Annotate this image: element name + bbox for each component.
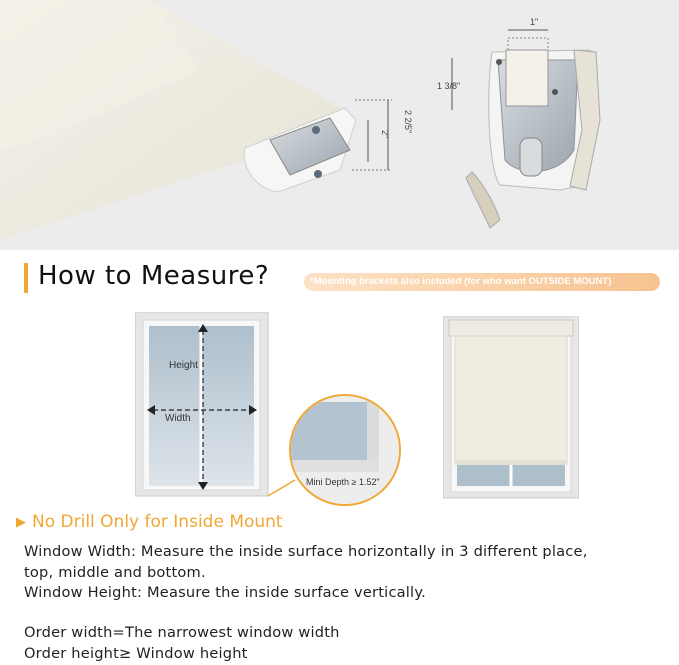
instruction-line-3: Window Height: Measure the inside surface vertically. [24, 584, 426, 601]
instruction-line-2: top, middle and bottom. [24, 564, 206, 581]
inside-mount-heading [16, 512, 283, 532]
width-label: Width [165, 413, 191, 424]
installed-shade-diagram [443, 316, 579, 500]
mounting-note: *Mounting brackets also included (for who want OUTSIDE MOUNT) [310, 276, 612, 287]
heading-accent-bar [24, 263, 28, 293]
depth-label: Mini Depth ≥ 1.52" [306, 477, 380, 487]
height-label: Height [169, 360, 198, 371]
dimension-inner-height: 2" [380, 130, 390, 139]
product-closeup-panel [0, 0, 679, 250]
dimension-height: 1 3/8" [437, 81, 461, 91]
shade-fabric [455, 336, 567, 464]
window-with-shade [443, 316, 579, 500]
triangle-icon: ▶ [16, 515, 26, 530]
inside-mount-diagram [135, 312, 405, 512]
shade-headrail [449, 320, 573, 336]
page-title: How to Measure? [38, 261, 270, 291]
instruction-line-1: Window Width: Measure the inside surface horizontally in 3 different place, [24, 543, 588, 560]
dimension-width: 1" [530, 17, 539, 27]
instruction-line-4: Order width=The narrowest window width [24, 624, 340, 641]
inside-mount-heading-text: No Drill Only for Inside Mount [32, 512, 283, 532]
product-closeup-illustration [0, 0, 679, 250]
instruction-line-5: Order height≥ Window height [24, 645, 248, 662]
mount-clip [506, 50, 548, 106]
dimension-outer-height: 2 2/5" [403, 110, 413, 134]
